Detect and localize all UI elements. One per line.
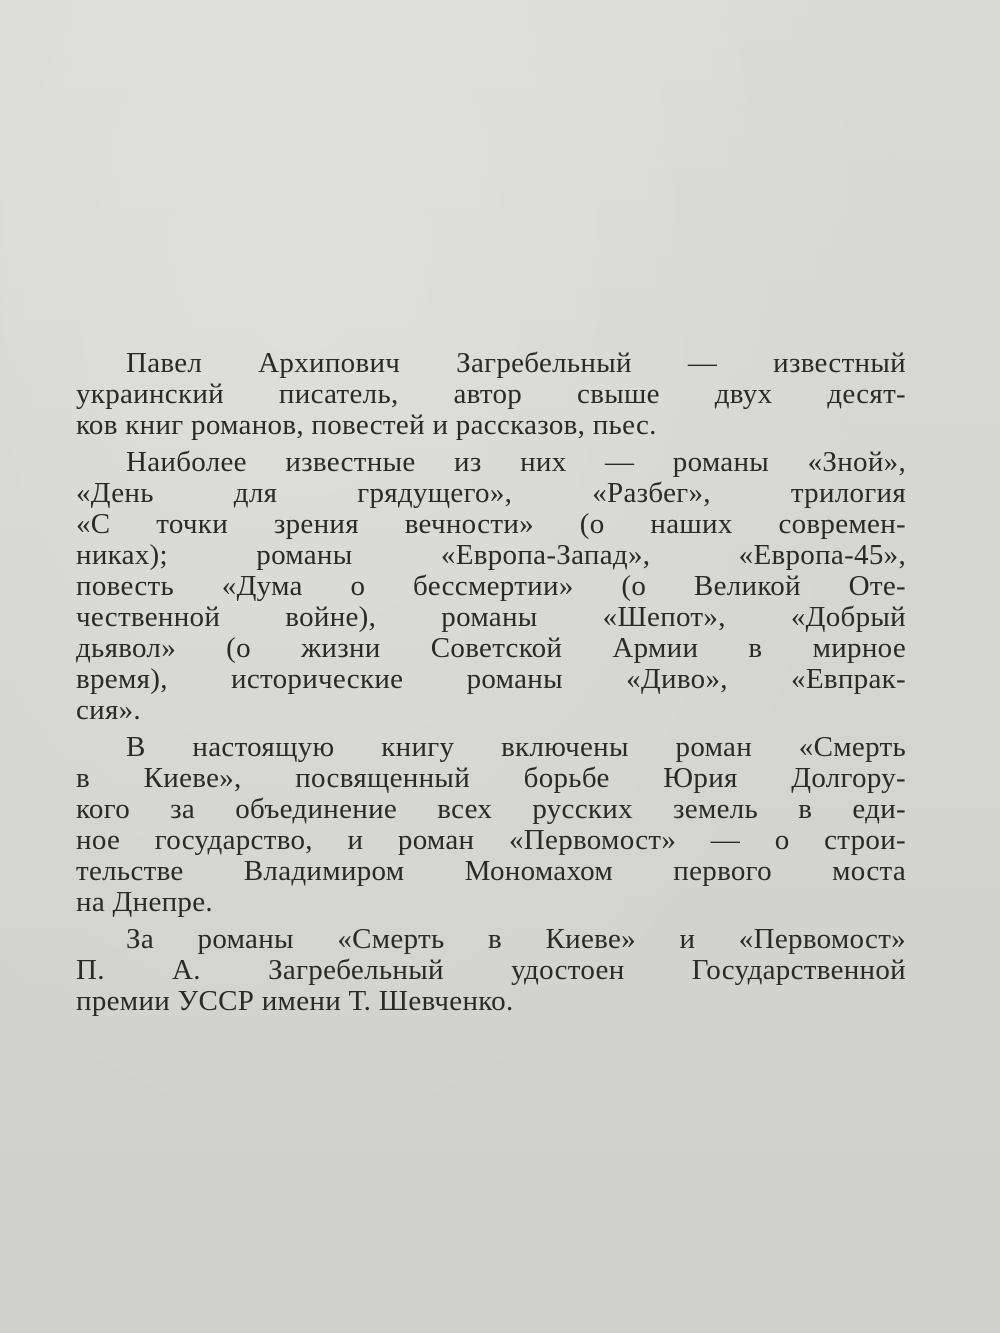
text-line: П. А. Загребельный удостоен Государственной (76, 954, 906, 986)
text-line: повесть «Дума о бессмертии» (о Великой Оте- (76, 570, 906, 602)
text-line: дьявол» (о жизни Советской Армии в мирное (76, 632, 906, 664)
text-line: Наиболее известные из них — романы «Зной», (126, 446, 906, 478)
text-line: В настоящую книгу включены роман «Смерть (126, 731, 906, 763)
text-line: ков книг романов, повестей и рассказов, пьес. (76, 409, 657, 441)
paragraph-1 (76, 348, 906, 441)
text-line: время), исторические романы «Диво», «Евпрак- (76, 663, 906, 695)
text-line: кого за объединение всех русских земель в еди- (76, 793, 906, 825)
text-line: в Киеве», посвященный борьбе Юрия Долгору- (76, 762, 906, 794)
text-line: За романы «Смерть в Киеве» и «Первомост» (126, 923, 906, 955)
text-line: ное государство, и роман «Первомост» — о строи- (76, 824, 906, 856)
text-line: на Днепре. (76, 886, 213, 918)
text-line: тельстве Владимиром Мономахом первого моста (76, 855, 906, 887)
text-line: «День для грядущего», «Разбег», трилогия (76, 477, 906, 509)
annotation-text (76, 348, 906, 1017)
text-line: сия». (76, 694, 141, 726)
text-line: никах); романы «Европа-Запад», «Европа-45», (76, 539, 906, 571)
text-line: Павел Архипович Загребельный — известный (126, 347, 906, 379)
paragraph-3 (76, 732, 906, 918)
text-line: чественной войне), романы «Шепот», «Добрый (76, 601, 906, 633)
text-line: украинский писатель, автор свыше двух десят- (76, 378, 906, 410)
text-line: «С точки зрения вечности» (о наших современ- (76, 508, 906, 540)
paragraph-2 (76, 447, 906, 726)
paragraph-4 (76, 924, 906, 1017)
text-line: премии УССР имени Т. Шевченко. (76, 985, 514, 1017)
